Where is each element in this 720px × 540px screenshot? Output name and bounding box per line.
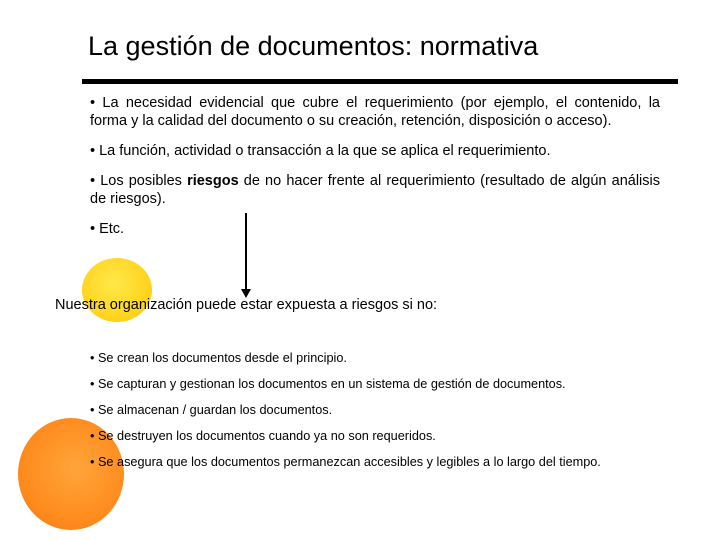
down-arrow-shaft bbox=[245, 213, 247, 291]
requirements-list bbox=[90, 94, 660, 238]
list-item bbox=[90, 172, 660, 208]
list-item-text: de no hacer frente al requerimiento (resultado de algún análisis de riesgos). bbox=[90, 173, 660, 207]
list-item: • Etc. bbox=[90, 221, 125, 237]
slide-title: La gestión de documentos: normativa bbox=[88, 31, 539, 61]
title-underline bbox=[82, 79, 678, 84]
risk-conditions-list bbox=[90, 350, 690, 480]
risk-keyword: riesgos bbox=[187, 173, 239, 189]
list-item: • Se asegura que los documentos permanezcan accesibles y legibles a lo largo del tiempo. bbox=[90, 455, 601, 469]
list-item: • Se crean los documentos desde el principio. bbox=[90, 351, 347, 365]
list-item-text: • Los posibles bbox=[90, 173, 188, 189]
list-item: • La necesidad evidencial que cubre el requerimiento (por ejemplo, el contenido, la forma y la calidad del documento o su creación, retención, disposición o acceso). bbox=[90, 95, 660, 129]
list-item: • Se destruyen los documentos cuando ya no son requeridos. bbox=[90, 429, 436, 443]
list-item: • La función, actividad o transacción a la que se aplica el requerimiento. bbox=[90, 143, 551, 159]
risk-statement: Nuestra organización puede estar expuesta a riesgos si no: bbox=[55, 297, 438, 313]
list-item: • Se almacenan / guardan los documentos. bbox=[90, 403, 333, 417]
list-item: • Se capturan y gestionan los documentos en un sistema de gestión de documentos. bbox=[90, 377, 566, 391]
